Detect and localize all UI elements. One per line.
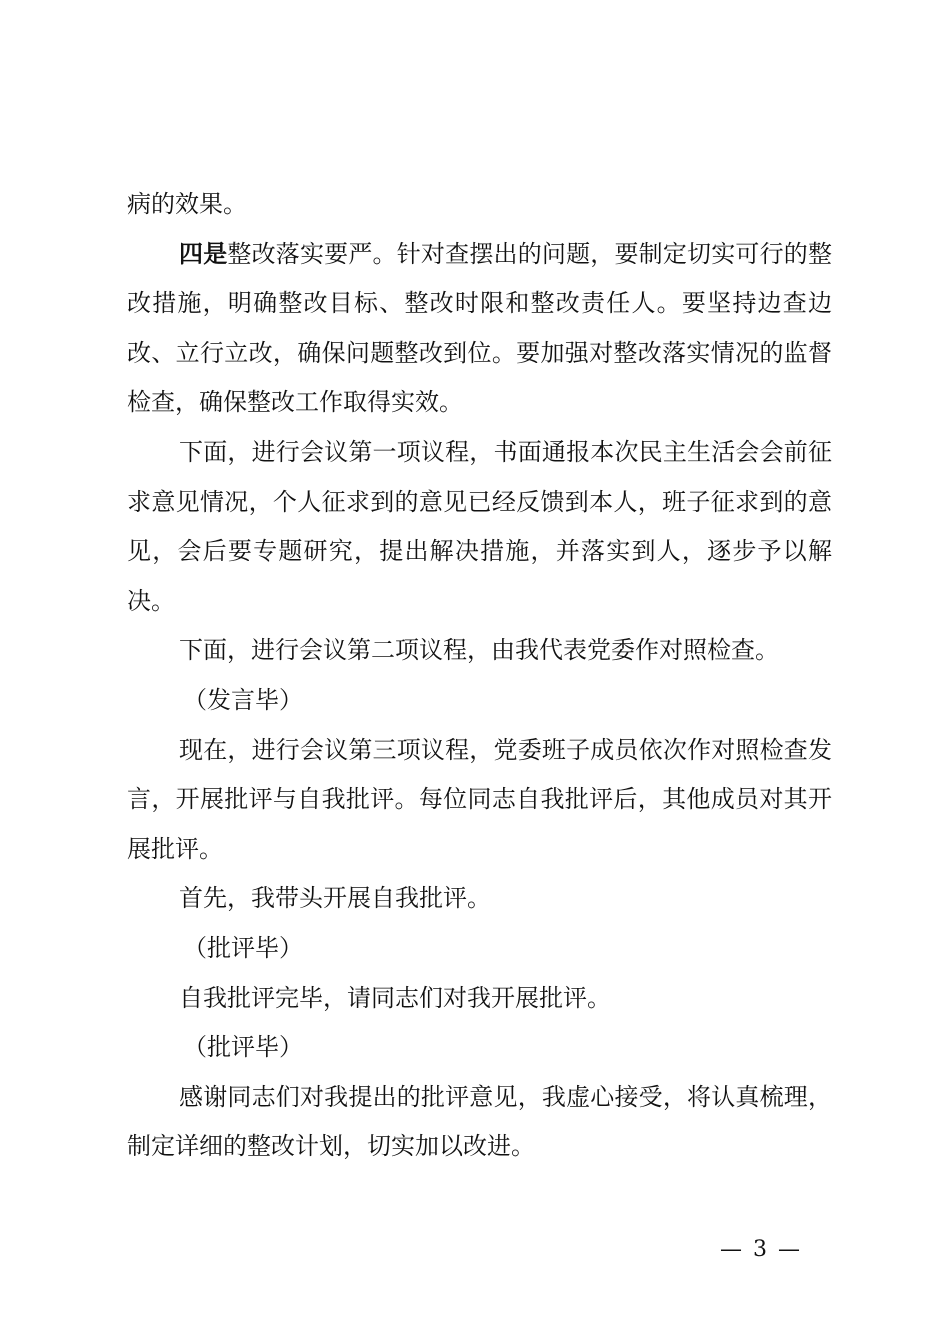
paragraph-lead: 四是 bbox=[179, 239, 228, 268]
paragraph-text: 整改落实要严。针对查摆出的问题，要制定切实可行的整改措施，明确整改目标、整改时限和整改责任人。要坚持边查边改、立行立改，确保问题整改到位。要加强对整改落实情况的监督检查，确保整改工作取得实效。 bbox=[127, 239, 833, 417]
paragraph-text: 感谢同志们对我提出的批评意见，我虚心接受，将认真梳理，制定详细的整改计划，切实加以改进。 bbox=[127, 1082, 832, 1161]
paragraph-point-four bbox=[127, 230, 832, 428]
paragraph-text: 首先，我带头开展自我批评。 bbox=[179, 884, 491, 913]
paragraph-note-criticism-end-1 bbox=[127, 924, 832, 974]
paragraph-note-criticism-end-2 bbox=[127, 1023, 832, 1073]
paragraph-agenda-one bbox=[127, 428, 832, 626]
paragraph-text: 现在，进行会议第三项议程，党委班子成员依次作对照检查发言，开展批评与自我批评。每位同志自我批评后，其他成员对其开展批评。 bbox=[127, 735, 832, 863]
paragraph-text: 自我批评完毕，请同志们对我开展批评。 bbox=[179, 983, 611, 1012]
paragraph-note-speech-end bbox=[127, 676, 832, 726]
paragraph-invite-criticism bbox=[127, 974, 832, 1024]
paragraph-text: （批评毕） bbox=[183, 933, 303, 962]
paragraph-thanks bbox=[127, 1073, 832, 1172]
paragraph-continuation bbox=[127, 180, 832, 230]
paragraph-text: 下面，进行会议第二项议程，由我代表党委作对照检查。 bbox=[179, 636, 779, 665]
paragraph-agenda-three bbox=[127, 726, 832, 875]
page-number: — 3 — bbox=[720, 1237, 802, 1262]
paragraph-self-criticism bbox=[127, 874, 832, 924]
paragraph-text: 病的效果。 bbox=[127, 190, 247, 218]
paragraph-text: （批评毕） bbox=[183, 1033, 303, 1062]
paragraph-agenda-two bbox=[127, 626, 832, 676]
document-body bbox=[127, 180, 832, 1172]
paragraph-text: 下面，进行会议第一项议程，书面通报本次民主生活会会前征求意见情况，个人征求到的意见已经反馈到本人，班子征求到的意见，会后要专题研究，提出解决措施，并落实到人，逐步予以解决。 bbox=[127, 437, 832, 615]
paragraph-text: （发言毕） bbox=[183, 685, 303, 714]
